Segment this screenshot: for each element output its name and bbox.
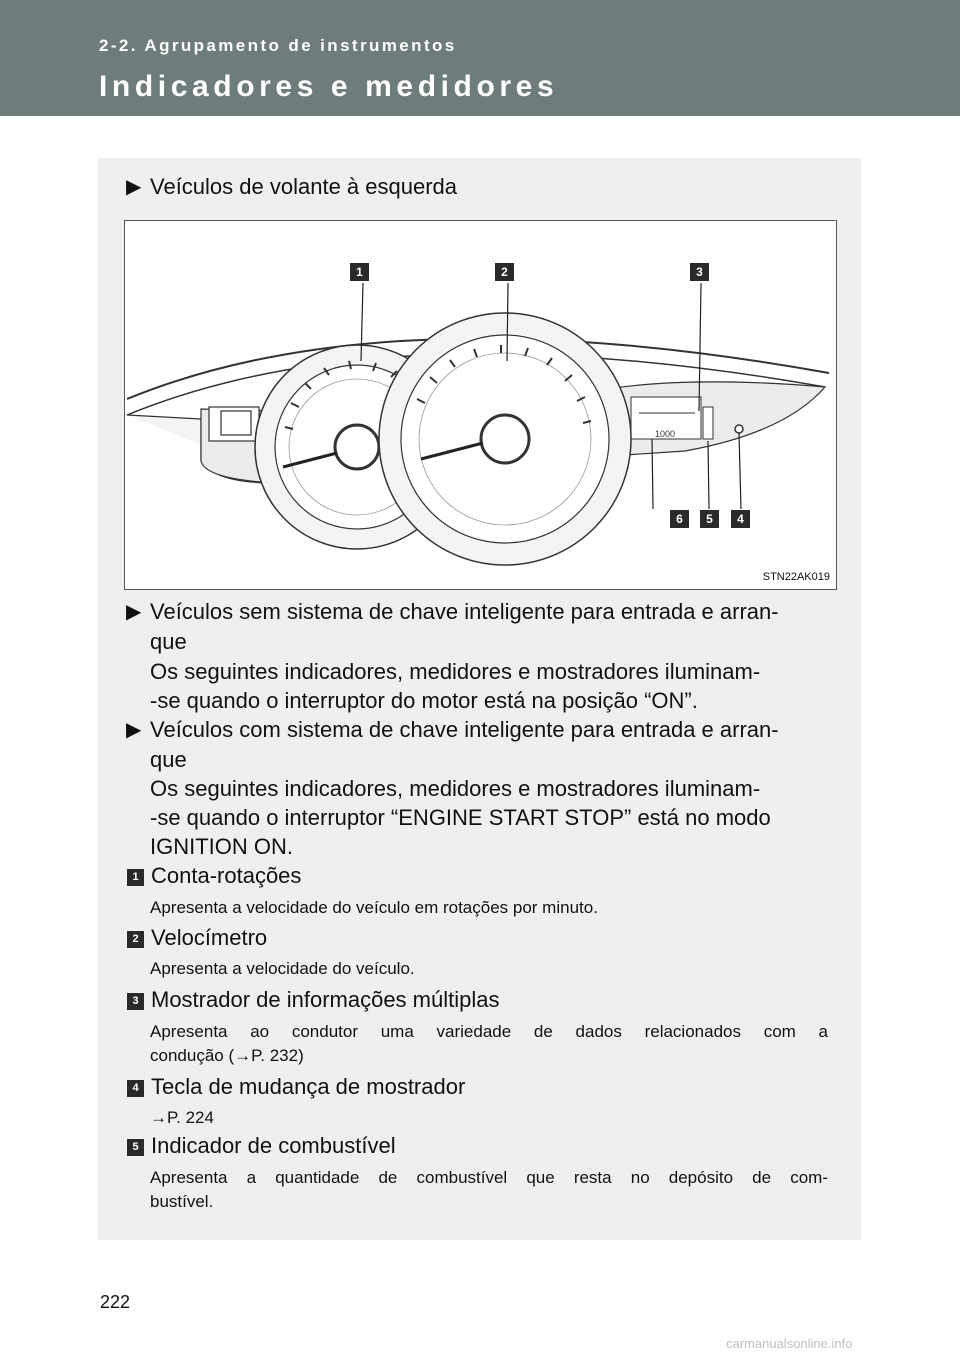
- page-header: [0, 0, 960, 116]
- item-description: Apresenta a quantidade de combustível que resta no depósito de com-: [150, 1168, 828, 1187]
- figure-code: STN22AK019: [762, 571, 830, 583]
- item-title: Velocímetro: [151, 925, 268, 950]
- page-title: Indicadores e medidores: [99, 70, 559, 103]
- item-description: →P. 224: [150, 1108, 214, 1127]
- item-number-badge: 1: [127, 869, 144, 886]
- item-title: Conta-rotações: [151, 863, 302, 888]
- callout-6: 6: [670, 510, 689, 528]
- item-number-badge: 3: [127, 993, 144, 1010]
- callout-5: 5: [700, 510, 719, 528]
- section-title: 2-2. Agrupamento de instrumentos: [99, 36, 457, 55]
- bullet-arrow-icon: ▶: [126, 176, 142, 198]
- callout-3: 3: [690, 263, 709, 281]
- item-number-badge: 4: [127, 1080, 144, 1097]
- note-text: IGNITION ON.: [150, 834, 293, 859]
- item-description: condução (→P. 232): [150, 1046, 304, 1065]
- note-text: Os seguintes indicadores, medidores e mostradores iluminam-: [150, 659, 761, 684]
- page-number: 222: [100, 1292, 131, 1312]
- callout-4: 4: [731, 510, 750, 528]
- note-heading: que: [150, 747, 187, 772]
- item-description: Apresenta a velocidade do veículo.: [150, 959, 415, 978]
- item-title: Indicador de combustível: [151, 1133, 396, 1158]
- item-description: bustível.: [150, 1192, 214, 1211]
- item-description: Apresenta a velocidade do veículo em rotações por minuto.: [150, 898, 598, 917]
- item-title: Mostrador de informações múltiplas: [151, 987, 500, 1012]
- instrument-cluster-drawing: [125, 221, 836, 589]
- item-title: Tecla de mudança de mostrador: [151, 1074, 466, 1099]
- note-heading: que: [150, 629, 187, 654]
- note-heading: Veículos sem sistema de chave inteligente para entrada e arran-: [150, 599, 779, 624]
- bullet-arrow-icon: ▶: [126, 719, 142, 741]
- bullet-arrow-icon: ▶: [126, 601, 142, 623]
- item-description: Apresenta ao condutor uma variedade de dados relacionados com a: [150, 1022, 828, 1041]
- item-number-badge: 2: [127, 931, 144, 948]
- item-number-badge: 5: [127, 1139, 144, 1156]
- note-text: -se quando o interruptor do motor está na posição “ON”.: [150, 688, 698, 713]
- watermark: carmanualsonline.info: [726, 1336, 853, 1351]
- svg-text:1000: 1000: [655, 429, 676, 439]
- note-text: Os seguintes indicadores, medidores e mostradores iluminam-: [150, 776, 761, 801]
- callout-2: 2: [495, 263, 514, 281]
- callout-1: 1: [350, 263, 369, 281]
- figure-heading: Veículos de volante à esquerda: [150, 174, 458, 199]
- note-text: -se quando o interruptor “ENGINE START STOP” está no modo: [150, 805, 771, 830]
- note-heading: Veículos com sistema de chave inteligente para entrada e arran-: [150, 717, 779, 742]
- instrument-cluster-figure: [124, 220, 837, 590]
